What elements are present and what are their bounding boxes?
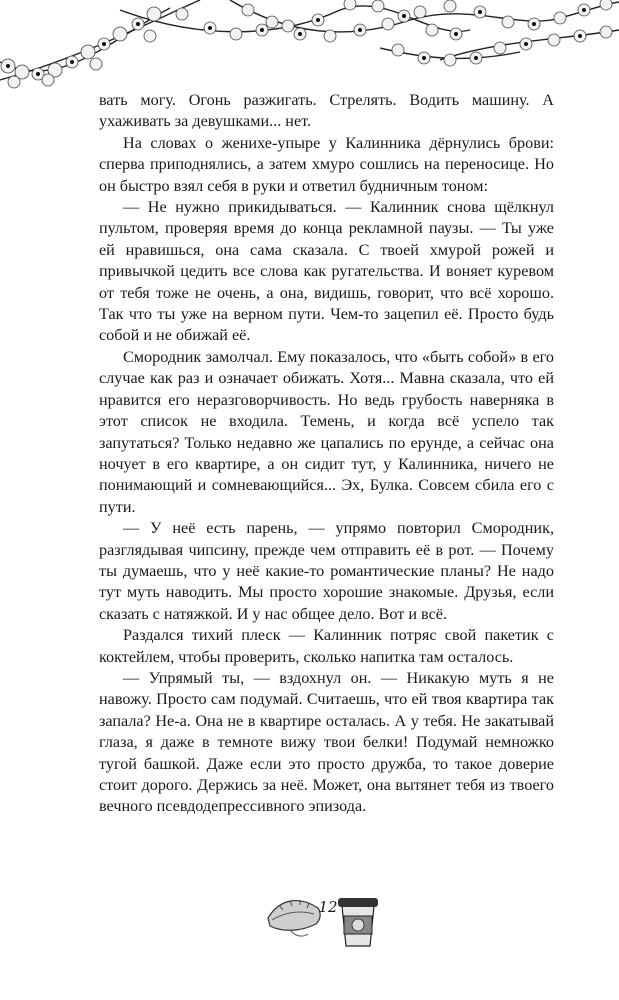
coffee-cup-icon xyxy=(338,898,378,946)
paragraph: — У неё есть парень, — упрямо повторил Смородник, разглядывая чипсину, прежде чем отправить её в рот. — Почему ты думаешь, что у неё какие-то романтические планы? Не надо тут муть наводить. Мы просто хорошие знакомые. Друзья, если сказать с натяжкой. И у нас общее дело. Вот и всё. xyxy=(99,519,554,623)
footer-decoration xyxy=(0,890,619,960)
paragraph: Раздался тихий плеск — Калинник потряс свой пакетик с коктейлем, чтобы проверить, сколько напитка там осталось. xyxy=(99,626,554,666)
paragraph: На словах о женихе-упыре у Калинника дёрнулись брови: сперва приподнялись, а затем хмуро сошлись на переносице. Но он быстро взял себя в руки и ответил будничным тоном: xyxy=(99,133,554,195)
paragraph: вать могу. Огонь разжигать. Стрелять. Водить машину. А ухаживать за девушками... нет. xyxy=(99,91,554,131)
paragraph: — Не нужно прикидываться. — Калинник снова щёлкнул пультом, проверяя время до конца рекламной паузы. — Ты уже ей нравишься, она сама сказала. С твоей хмурой рожей и привычкой цедить все слова как ругательства. И воняет куревом от тебя тоже не очень, а она, видишь, говорит, что всё хорошо. Так что ты уже на верном пути. Чем-то зацепил её. Просто будь собой и не обижай её. xyxy=(99,198,554,345)
paragraph: — Упрямый ты, — вздохнул он. — Никакую муть я не навожу. Просто сам подумай. Считаешь, что ей твоя квартира так запала? Не-а. Она не в квартире осталась. А у тебя. Не закатывай глаза, я даже в темноте вижу твои белки! Подумай немножко тугой башкой. Даже если это просто дружба, то такое доверие стоит дорого. Держись за неё. Может, она вытянет тебя из твоего вечного псевдодепрессивного эпизода. xyxy=(99,668,554,816)
page-body xyxy=(99,90,554,818)
page-number: 12 xyxy=(318,898,338,916)
garland-illustration xyxy=(0,0,619,92)
dumpling-icon xyxy=(268,900,320,936)
paragraph: Смородник замолчал. Ему показалось, что «быть собой» в его случае как раз и означает обижать. Хотя... Мавна сказала, что ей нравится его неразговорчивость. Но ведь грубость наверняка в этот список не входила. Темень, и когда всё успело так запутаться? Только недавно же цапались по ерунде, а сейчас она ночует в его квартире, а он сидит тут, у Калинника, ничего не понимающий и сомневающийся... Эх, Булка. Совсем сбила его с пути. xyxy=(99,347,554,516)
